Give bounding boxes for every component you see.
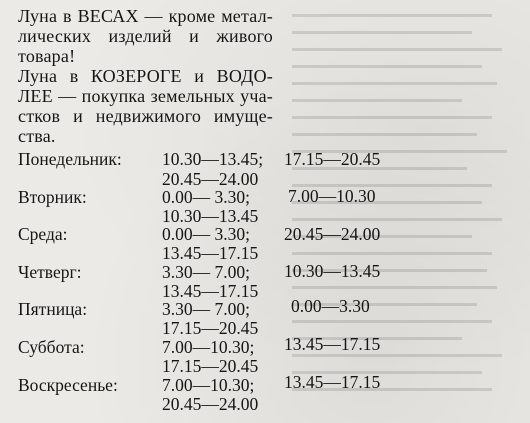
day-label: Четверг: [18, 262, 82, 282]
day-label: Воскресенье: [18, 375, 118, 395]
time-range: 13.45—17.15 [284, 372, 381, 392]
paragraph-libra [18, 6, 273, 66]
time-range: 17.15—20.45 [162, 356, 259, 376]
time-range: 0.00— 3.30; [162, 187, 250, 207]
time-range: 10.30—13.45; [162, 149, 264, 169]
time-range: 13.45—17.15 [162, 281, 259, 301]
day-label: Суббота: [18, 337, 85, 357]
bleed-through-texture [280, 0, 530, 423]
text-line: лических изделий и живого [18, 26, 273, 46]
time-range: 7.00—10.30; [162, 375, 255, 395]
time-range: 20.45—24.00 [284, 224, 381, 244]
text-line: Луна в ВЕСАХ — кроме метал- [18, 6, 273, 26]
time-range: 20.45—24.00 [162, 394, 259, 414]
text-line: товара! [18, 46, 76, 66]
time-range: 10.30—13.45 [284, 261, 381, 281]
text-line: ства. [18, 126, 56, 146]
text-line: Луна в КОЗЕРОГЕ и ВОДО- [18, 66, 273, 86]
time-range: 13.45—17.15 [162, 243, 259, 263]
time-range: 13.45—17.15 [284, 334, 381, 354]
time-range: 17.15—20.45 [162, 318, 259, 338]
text-line: стков и недвижимого имуще- [18, 106, 273, 126]
time-range: 7.00—10.30 [288, 186, 376, 206]
day-label: Пятница: [18, 299, 88, 319]
text-line: ЛЕЕ — покупка земельных уча- [18, 86, 273, 106]
time-range: 20.45—24.00 [162, 169, 259, 189]
time-range: 3.30— 7.00; [162, 262, 250, 282]
day-label: Среда: [18, 224, 68, 244]
time-range: 10.30—13.45 [162, 206, 259, 226]
day-label: Вторник: [18, 187, 87, 207]
paragraph-capricorn-aquarius [18, 66, 273, 146]
time-range: 0.00—3.30 [291, 296, 370, 316]
time-range: 0.00— 3.30; [162, 224, 250, 244]
time-range: 3.30— 7.00; [162, 299, 250, 319]
time-range: 7.00—10.30; [162, 337, 255, 357]
time-range: 17.15—20.45 [284, 149, 381, 169]
day-label: Понедельник: [18, 149, 122, 169]
